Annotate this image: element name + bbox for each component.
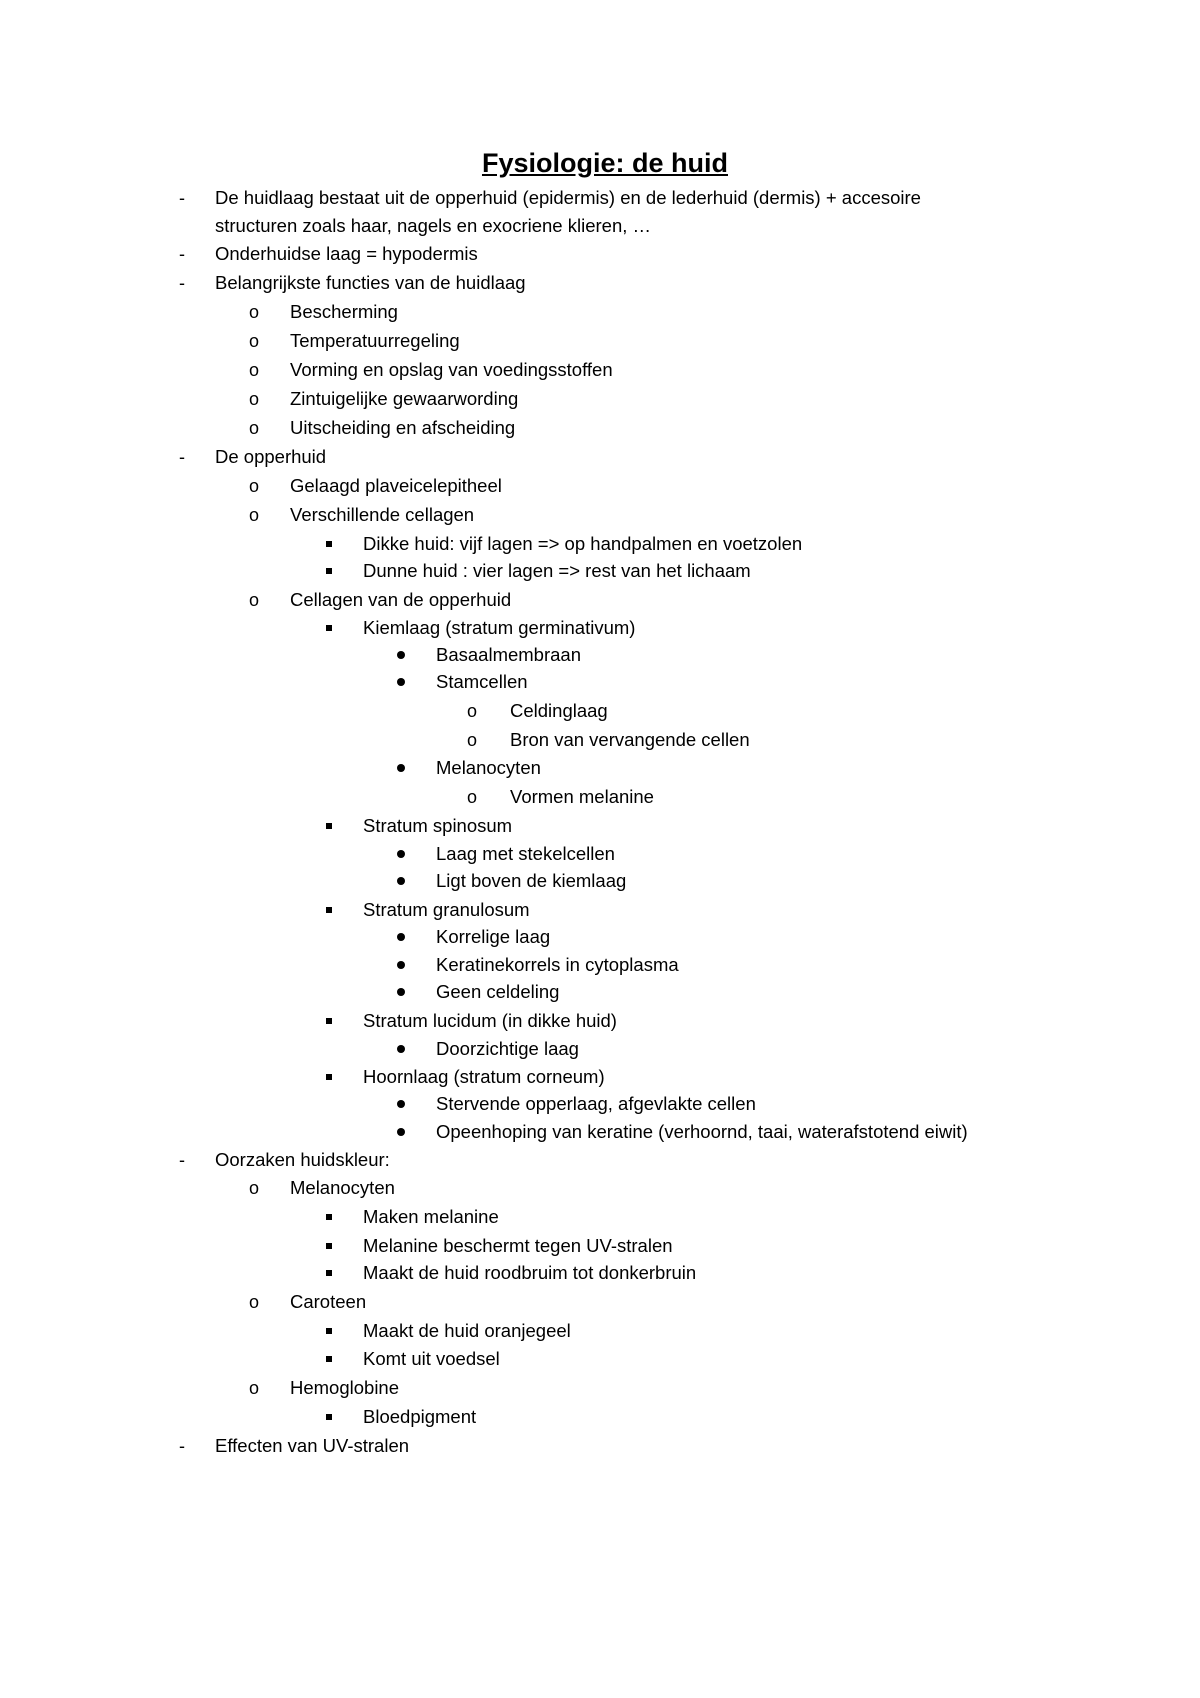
dot-bullet-icon xyxy=(397,764,405,772)
list-item: Keratinekorrels in cytoplasma xyxy=(436,954,679,975)
square-bullet-icon xyxy=(326,1214,332,1220)
list-item: Geen celdeling xyxy=(436,981,560,1002)
list-item: Maakt de huid oranjegeel xyxy=(363,1320,571,1341)
dash-bullet: - xyxy=(179,244,185,264)
list-item: Caroteen xyxy=(290,1291,367,1312)
list-item: De opperhuid xyxy=(215,446,327,467)
dot-bullet-icon xyxy=(397,850,405,858)
list-item: Ligt boven de kiemlaag xyxy=(436,870,627,891)
list-item: Uitscheiding en afscheiding xyxy=(290,417,516,438)
circle-bullet: o xyxy=(248,360,259,380)
list-item: Kiemlaag (stratum germinativum) xyxy=(363,617,636,638)
list-item: Opeenhoping van keratine (verhoornd, taai, waterafstotend eiwit) xyxy=(436,1121,968,1142)
circle-bullet: o xyxy=(248,1292,259,1312)
dot-bullet-icon xyxy=(397,651,405,659)
dot-bullet-icon xyxy=(397,1128,405,1136)
dash-bullet: - xyxy=(179,1150,185,1170)
circle-bullet: o xyxy=(466,787,477,807)
list-item: Vormen melanine xyxy=(510,786,654,807)
list-item: Komt uit voedsel xyxy=(363,1348,500,1369)
list-item: Maakt de huid roodbruim tot donkerbruin xyxy=(363,1262,697,1283)
circle-bullet: o xyxy=(248,476,259,496)
circle-bullet: o xyxy=(466,701,477,721)
square-bullet-icon xyxy=(326,1018,332,1024)
circle-bullet: o xyxy=(248,590,259,610)
list-item: Melanine beschermt tegen UV-stralen xyxy=(363,1235,673,1256)
square-bullet-icon xyxy=(326,1074,332,1080)
list-item: Cellagen van de opperhuid xyxy=(290,589,512,610)
list-item: De huidlaag bestaat uit de opperhuid (epidermis) en de lederhuid (dermis) + accesoire xyxy=(215,187,921,208)
dot-bullet-icon xyxy=(397,988,405,996)
dot-bullet-icon xyxy=(397,1100,405,1108)
dash-bullet: - xyxy=(179,447,185,467)
list-item: Dikke huid: vijf lagen => op handpalmen en voetzolen xyxy=(363,533,803,554)
circle-bullet: o xyxy=(466,730,477,750)
list-item: Verschillende cellagen xyxy=(290,504,475,525)
circle-bullet: o xyxy=(248,302,259,322)
dot-bullet-icon xyxy=(397,961,405,969)
square-bullet-icon xyxy=(326,541,332,547)
circle-bullet: o xyxy=(248,1378,259,1398)
list-item: Melanocyten xyxy=(436,757,541,778)
list-item: Oorzaken huidskleur: xyxy=(215,1149,390,1170)
square-bullet-icon xyxy=(326,1356,332,1362)
circle-bullet: o xyxy=(248,418,259,438)
square-bullet-icon xyxy=(326,1328,332,1334)
list-item: Zintuigelijke gewaarwording xyxy=(290,388,519,409)
square-bullet-icon xyxy=(326,1243,332,1249)
dot-bullet-icon xyxy=(397,877,405,885)
list-item: Laag met stekelcellen xyxy=(436,843,615,864)
list-item: Bescherming xyxy=(290,301,398,322)
circle-bullet: o xyxy=(248,331,259,351)
circle-bullet: o xyxy=(248,389,259,409)
list-item: Onderhuidse laag = hypodermis xyxy=(215,243,478,264)
circle-bullet: o xyxy=(248,1178,259,1198)
list-item: Bloedpigment xyxy=(363,1406,477,1427)
list-item: Celdinglaag xyxy=(510,700,608,721)
list-item: Basaalmembraan xyxy=(436,644,581,665)
list-item: Korrelige laag xyxy=(436,926,551,947)
list-item: Dunne huid : vier lagen => rest van het lichaam xyxy=(363,560,751,581)
page-title: Fysiologie: de huid xyxy=(481,148,728,178)
list-item: Stratum spinosum xyxy=(363,815,513,836)
dash-bullet: - xyxy=(179,273,185,293)
dash-bullet: - xyxy=(179,188,185,208)
list-item: Stamcellen xyxy=(436,671,528,692)
dot-bullet-icon xyxy=(397,1045,405,1053)
list-item: Hoornlaag (stratum corneum) xyxy=(363,1066,605,1087)
list-item: Belangrijkste functies van de huidlaag xyxy=(215,272,526,293)
circle-bullet: o xyxy=(248,505,259,525)
list-item: Temperatuurregeling xyxy=(290,330,460,351)
list-item: Effecten van UV-stralen xyxy=(215,1435,410,1456)
dot-bullet-icon xyxy=(397,933,405,941)
dash-bullet: - xyxy=(179,1436,185,1456)
square-bullet-icon xyxy=(326,1270,332,1276)
square-bullet-icon xyxy=(326,625,332,631)
list-item: Gelaagd plaveicelepitheel xyxy=(290,475,502,496)
list-item: Maken melanine xyxy=(363,1206,499,1227)
square-bullet-icon xyxy=(326,1414,332,1420)
list-item: structuren zoals haar, nagels en exocriene klieren, … xyxy=(215,215,652,236)
square-bullet-icon xyxy=(326,907,332,913)
list-item: Doorzichtige laag xyxy=(436,1038,579,1059)
list-item: Bron van vervangende cellen xyxy=(510,729,750,750)
list-item: Stratum lucidum (in dikke huid) xyxy=(363,1010,617,1031)
dot-bullet-icon xyxy=(397,678,405,686)
square-bullet-icon xyxy=(326,568,332,574)
list-item: Stervende opperlaag, afgevlakte cellen xyxy=(436,1093,756,1114)
list-item: Melanocyten xyxy=(290,1177,395,1198)
list-item: Hemoglobine xyxy=(290,1377,400,1398)
list-item: Vorming en opslag van voedingsstoffen xyxy=(290,359,613,380)
list-item: Stratum granulosum xyxy=(363,899,530,920)
square-bullet-icon xyxy=(326,823,332,829)
